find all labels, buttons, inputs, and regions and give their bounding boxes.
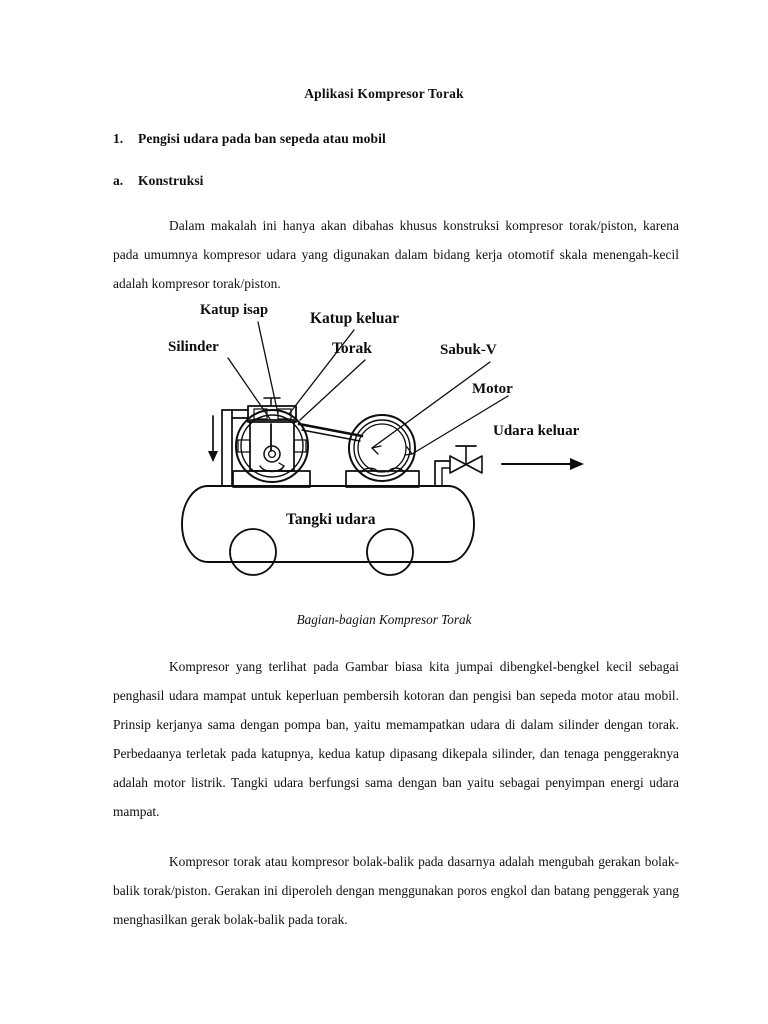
paragraph-body-2: Kompresor torak atau kompresor bolak-balik pada dasarnya adalah mengubah gerakan bolak-balik torak/piston. Gerakan ini diperoleh dengan menggunakan poros engkol dan batang penggerak yang menghasilkan gerak bolak-balik pada torak. [113,854,679,927]
leader-arrow-belt [372,446,381,454]
section-label: Konstruksi [138,173,204,188]
paragraph-intro: Dalam makalah ini hanya akan dibahas khusus konstruksi kompresor torak/piston, karena pada umumnya kompresor udara yang digunakan dalam bidang kerja otomotif skala menengah-kecil adalah kompresor torak/piston. [113,218,679,291]
section-item-a [113,173,204,189]
figure-caption: Bagian-bagian Kompresor Torak [296,612,472,627]
figure-label-katup-keluar: Katup keluar [310,310,400,327]
compressor-crankcase [236,410,308,482]
figure-label-torak: Torak [332,340,372,357]
outlet-valve [435,446,482,486]
motor-base [346,471,419,487]
figure-label-udara-keluar: Udara keluar [493,423,580,439]
compressor-diagram [150,296,630,596]
figure-label-katup-isap: Katup isap [200,302,269,318]
page-title: Aplikasi Kompresor Torak [304,86,464,101]
tank-wheel-right [367,529,413,575]
section-marker: 1. [113,131,124,146]
figure-label-sabuk-v: Sabuk-V [440,342,497,358]
section-item-1 [113,131,386,147]
figure-label-tangki-udara: Tangki udara [286,511,376,528]
intake-pipe [208,410,248,486]
section-label: Pengisi udara pada ban sepeda atau mobil [138,131,386,146]
paragraph-body: Kompresor yang terlihat pada Gambar biasa kita jumpai dibengkel-bengkel kecil sebagai penghasil udara mampat untuk keperluan pembersih kotoran dan pengisi ban sepeda motor atau mobil. Prinsip kerjanya sama dengan pompa ban, yaitu memampatkan udara di dalam silinder dengan torak. Perbedaanya terletak pada katupnya, kedua katup dipasang dikepala silinder, dan tenaga penggeraknya adalah motor listrik. Tangki udara berfungsi sama dengan ban yaitu sebagai penyimpan energi udara mampat. [113,659,679,819]
compressor-base [233,471,310,487]
tank-wheel-left [230,529,276,575]
compressor-diagram-svg [150,296,630,596]
figure-label-silinder: Silinder [168,339,219,355]
figure-label-motor: Motor [472,381,513,397]
outlet-flow-arrow [502,458,584,470]
section-marker: a. [113,173,124,188]
